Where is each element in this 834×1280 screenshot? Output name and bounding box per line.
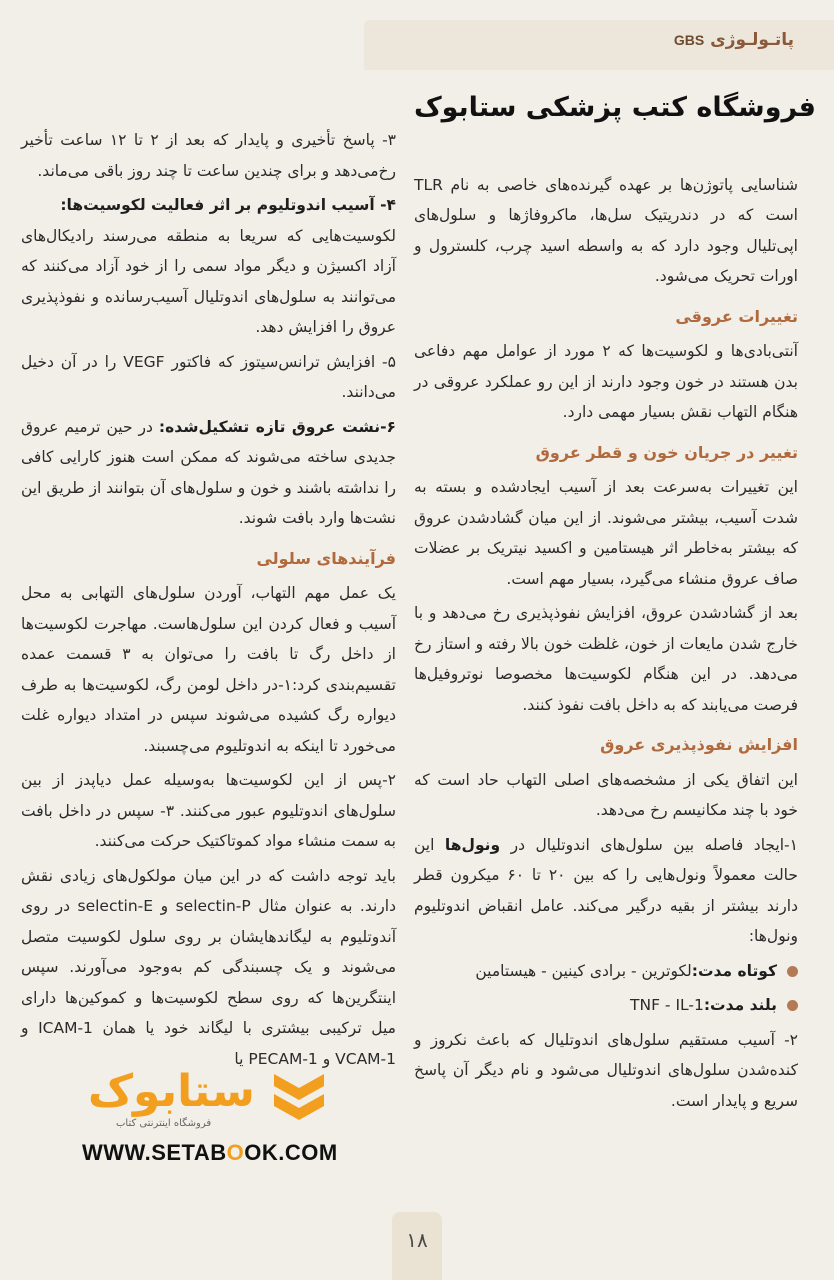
- header-abbr: GBS: [673, 32, 705, 48]
- paragraph: این اتفاق یکی از مشخصه‌های اصلی التهاب حاد است که خود با چند مکانیسم رخ می‌دهد.: [414, 770, 798, 819]
- bullet-item: [414, 956, 798, 987]
- paragraph: [21, 412, 396, 534]
- bullet-item: [414, 990, 798, 1021]
- section-heading-cellular: فرآیندهای سلولی: [256, 548, 396, 568]
- paragraph: این تغییرات به‌سرعت بعد از آسیب ایجادشده و بسته به شدت آسیب، بیشتر می‌شوند. از این میان گشادشدن عروق که بیشتر به‌خاطر اثر هیستامین و اکسید نیتریک بر عضلات صاف عروق منشاء می‌گیرد، بسیار مهم است.: [414, 478, 798, 588]
- logo-url: [82, 1140, 338, 1166]
- paragraph: [21, 190, 396, 221]
- paragraph: باید توجه داشت که در این میان مولکول‌های زیادی نقش دارند. به عنوان مثال selectin-P و selectin-E در روی آندوتلیوم به لیگاندهایشان بر روی سلول لکوسیت متصل می‌شوند و یک چسبندگی کم به‌وجود می‌آورند. سپس اینتگرین‌ها که روی سطح لکوسیت‌ها و کموکین‌ها دارای میل ترکیبی بیشتری با لیگاند خود یا همان ICAM-1 و VCAM-1 و PECAM-1 یا: [21, 866, 396, 1068]
- page-number: ۱۸: [406, 1228, 428, 1252]
- logo-url-accent: O: [226, 1140, 245, 1165]
- header-title: پاتـولـوژی: [710, 30, 794, 50]
- logo-url-part: WWW.SETAB: [82, 1140, 227, 1165]
- subheading: ۴- آسیب اندوتلیوم بر اثر فعالیت لکوسیت‌ها:: [60, 196, 396, 214]
- running-header: [668, 30, 794, 50]
- paragraph-lead: ۱-ایجاد فاصله بین سلول‌های اندوتلیال در: [500, 835, 798, 854]
- subheading: ۶-نشت عروق تازه تشکیل‌شده:: [158, 417, 396, 436]
- paragraph: ۵- افزایش ترانس‌سیتوز که فاکتور VEGF را در آن دخیل می‌دانند.: [21, 352, 396, 401]
- bullet-label: کوتاه مدت:: [691, 961, 777, 980]
- bullet-text: TNF - IL-1: [630, 996, 704, 1014]
- bold-term: ونول‌ها: [444, 835, 501, 854]
- bullet-text: لکوترین - برادی کینین - هیستامین: [475, 961, 692, 980]
- paragraph-rest: این حالت معمولاً ونول‌هایی را که بین ۲۰ تا ۶۰ میکرون قطر دارند بیشتر از بقیه درگیر می‌کند. عامل انقباض اندوتلیوم ونول‌ها:: [414, 835, 798, 945]
- paragraph-rest: در حین ترمیم عروق جدیدی ساخته می‌شوند که ممکن است هنوز کارایی کافی را نداشته باشند و خون و سلول‌های آن بتوانند از طریق این نشت‌ها وارد بافت شوند.: [21, 417, 396, 527]
- section-heading-vascular: تغییرات عروقی: [675, 306, 798, 326]
- paragraph: شناسایی پاتوژن‌ها بر عهده گیرنده‌های خاصی به نام TLR است که در دندریتیک سل‌ها، ماکروفاژها و سلول‌های اپی‌تلیال وجود دارد که به واسطه اسید چرب، کلسترول و اورات تحریک می‌شود.: [414, 175, 798, 285]
- left-column: [21, 125, 396, 1078]
- section-heading-permeability: افزایش نفوذپذیری عروق: [600, 735, 798, 754]
- store-banner: فروشگاه کتب پزشکی ستابوک: [386, 92, 816, 123]
- paragraph: ۲- آسیب مستقیم سلول‌های اندوتلیال که باعث نکروز و کنده‌شدن سلول‌های اندوتلیال می‌شود و نام دیگر آن پاسخ سریع و پایدار است.: [414, 1030, 798, 1110]
- logo-subtitle: فروشگاه اینترنتی کتاب: [116, 1118, 212, 1129]
- book-logo-icon: [270, 1066, 328, 1126]
- logo-url-part: OK.COM: [244, 1140, 338, 1165]
- bullet-icon: [787, 966, 798, 977]
- paragraph: بعد از گشادشدن عروق، افزایش نفوذپذیری رخ می‌دهد و با خارج شدن مایعات از خون، غلظت خون بالا رفته و استاز رخ می‌دهد. در این هنگام لکوسیت‌ها مخصوصا نوتروفیل‌ها فرصت می‌یابند که به داخل بافت نفوذ کنند.: [414, 604, 798, 714]
- paragraph: لکوسیت‌هایی که سریعا به منطقه می‌رسند رادیکال‌های آزاد اکسیژن و دیگر مواد سمی را از خود آزاد می‌کنند که می‌توانند به سلول‌های اندوتلیال آسیب‌رسانده و نفوذپذیری عروق را افزایش دهد.: [21, 226, 396, 336]
- paragraph: ۲-پس از این لکوسیت‌ها به‌وسیله عمل دیاپدز از بین سلول‌های اندوتلیوم عبور می‌کنند. ۳- سپس در داخل بافت به سمت منشاء مواد کموتاکتیک حرکت می‌کنند.: [21, 771, 397, 850]
- bullet-label: بلند مدت:: [703, 996, 777, 1014]
- bullet-icon: [787, 1000, 798, 1011]
- paragraph: آنتی‌بادی‌ها و لکوسیت‌ها که ۲ مورد از عوامل مهم دفاعی بدن هستند در خون وجود دارند از این رو عملکرد عروقی در هنگام التهاب نقش بسیار مهمی دارد.: [414, 342, 798, 421]
- watermark-logo: [20, 1060, 340, 1180]
- paragraph: یک عمل مهم التهاب، آوردن سلول‌های التهابی به محل آسیب و فعال کردن این سلول‌هاست. مهاجرت لکوسیت‌ها از داخل رگ تا بافت را می‌توان به ۳ قسمت عمده تقسیم‌بندی کرد:۱-در داخل لومن رگ، لکوسیت‌ها به طرف دیواره رگ کشیده می‌شوند سپس در امتداد دیواره غلت می‌خورد تا اینکه به اندوتلیوم می‌چسبند.: [21, 584, 396, 755]
- right-column: [414, 135, 798, 1120]
- paragraph: ۳- پاسخ تأخیری و پایدار که بعد از ۲ تا ۱۲ ساعت تأخیر رخ‌می‌دهد و برای چندین ساعت تا چند روز باقی می‌ماند.: [21, 131, 396, 180]
- paragraph: [414, 830, 798, 952]
- section-heading-bloodflow: تغییر در جریان خون و قطر عروق: [535, 442, 798, 462]
- logo-word: ستابوک: [88, 1066, 255, 1117]
